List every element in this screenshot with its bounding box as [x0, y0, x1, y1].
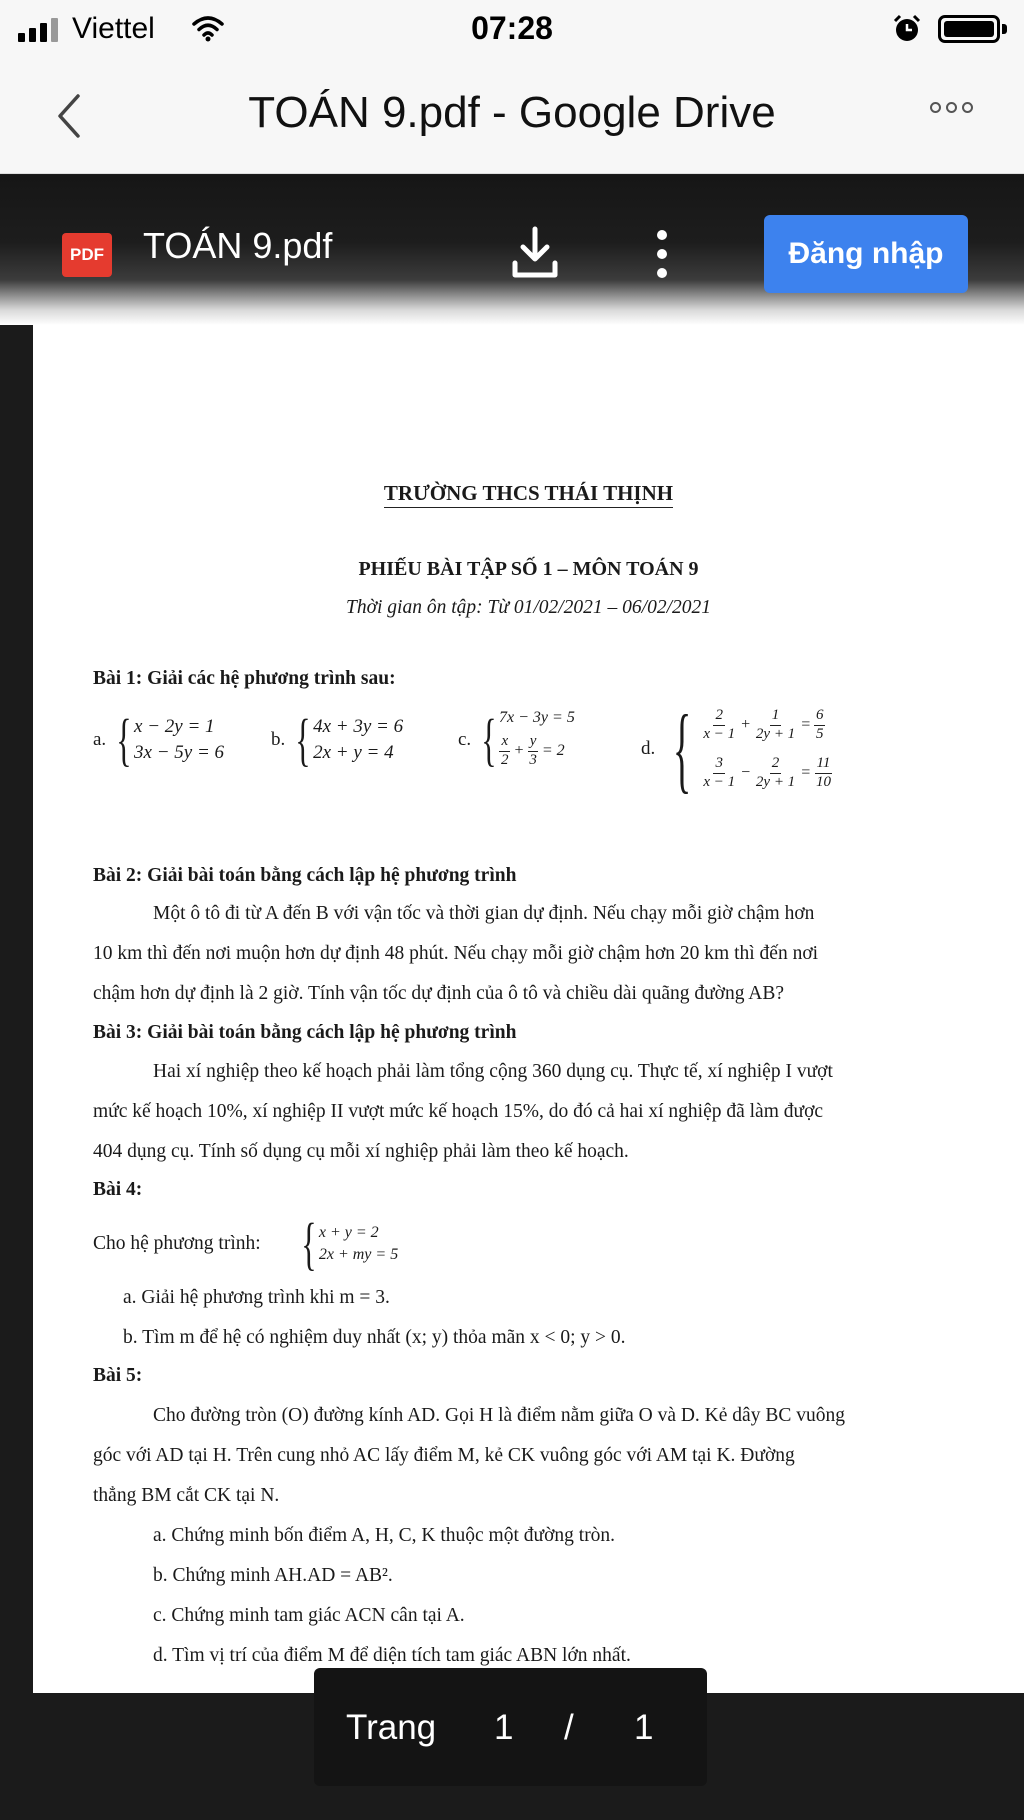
frac-y-over-3: [527, 733, 539, 769]
viewer-toolbar: [0, 175, 1024, 325]
page-indicator: [314, 1668, 707, 1786]
frac-num: 3: [713, 755, 725, 773]
exercise-2-line-1: Một ô tô đi từ A đến B với vận tốc và thời gian dự định. Nếu chạy mỗi giờ chậm hơn: [153, 903, 815, 924]
exercise-3-line-3: 404 dụng cụ. Tính số dụng cụ mỗi xí nghiệp phải làm theo kế hoạch.: [93, 1141, 629, 1162]
overflow-menu-icon[interactable]: [652, 227, 672, 281]
exercise-4-part-b: b. Tìm m để hệ có nghiệm duy nhất (x; y) thỏa mãn x < 0; y > 0.: [123, 1327, 626, 1348]
system-c: [458, 709, 575, 771]
exercise-5-line-2: góc với AD tại H. Trên cung nhỏ AC lấy điểm M, kẻ CK vuông góc với AM tại K. Đường: [93, 1445, 795, 1466]
system-a-equations: [134, 716, 224, 764]
system-d: [641, 695, 833, 802]
exercise-4-equations: [319, 1224, 398, 1264]
system-c-eq2: [499, 731, 575, 771]
frac-num: 2: [770, 755, 782, 773]
exercise-3-line-2: mức kế hoạch 10%, xí nghiệp II vượt mức kế hoạch 15%, do đó cả hai xí nghiệp đã làm được: [93, 1101, 824, 1122]
system-a-label: a.: [93, 729, 107, 750]
operator: −: [740, 764, 751, 781]
frac: [701, 755, 737, 791]
system-a-eq2: 3x − 5y = 6: [134, 742, 225, 763]
page-title: TOÁN 9.pdf - Google Drive: [248, 88, 776, 137]
exercise-4-intro: Cho hệ phương trình:: [93, 1233, 261, 1254]
school-name-text: TRƯỜNG THCS THÁI THỊNH: [384, 481, 673, 508]
sign-in-button[interactable]: Đăng nhập: [764, 215, 968, 293]
system-b: [271, 707, 404, 772]
carrier-name: Viettel: [72, 12, 155, 45]
system-c-label: c.: [458, 729, 472, 750]
frac-x-over-2: [499, 733, 511, 769]
frac-num: 6: [814, 707, 826, 725]
pdf-page: [33, 325, 1024, 1693]
worksheet-title: PHIẾU BÀI TẬP SỐ 1 – MÔN TOÁN 9: [358, 558, 699, 580]
frac-den: 10: [815, 773, 831, 790]
exercise-4-system: [295, 1211, 399, 1276]
exercise-5-part-c: c. Chứng minh tam giác ACN cân tại A.: [153, 1605, 465, 1626]
exercise-5-line-1: Cho đường tròn (O) đường kính AD. Gọi H là điểm nằm giữa O và D. Kẻ dây BC vuông: [153, 1405, 845, 1426]
system-b-label: b.: [271, 729, 286, 750]
system-a-eq1: x − 2y = 1: [134, 716, 215, 737]
school-name: [33, 481, 1024, 506]
frac: [814, 755, 833, 791]
frac-num: 2: [713, 707, 725, 725]
worksheet-period: Thời gian ôn tập: Từ 01/02/2021 – 06/02/2021: [345, 597, 712, 618]
frac-den: 5: [815, 725, 824, 742]
equals: =: [800, 716, 811, 733]
exercise-4-heading: Bài 4:: [93, 1179, 143, 1200]
frac-den: 3: [529, 751, 537, 768]
browser-title-bar: [0, 56, 1024, 174]
exercise-4-eq2: 2x + my = 5: [318, 1246, 399, 1263]
frac-den: 2y + 1: [755, 773, 796, 790]
frac-num: x: [499, 733, 510, 751]
system-b-eq2: 2x + y = 4: [313, 742, 394, 763]
system-b-equations: [313, 716, 403, 764]
exercise-1-heading: Bài 1: Giải các hệ phương trình sau:: [93, 668, 396, 689]
system-b-eq1: 4x + 3y = 6: [313, 716, 404, 737]
exercise-5-heading: Bài 5:: [93, 1365, 143, 1386]
frac-den: x − 1: [703, 725, 736, 742]
system-c-brace: {: [481, 707, 497, 772]
page-separator: /: [564, 1708, 574, 1747]
frac-den: 2: [501, 751, 509, 768]
exercise-5-line-3: thẳng BM cắt CK tại N.: [93, 1485, 280, 1506]
frac-num: 11: [815, 755, 833, 773]
clock: 07:28: [471, 10, 553, 46]
frac: [754, 707, 797, 743]
exercise-5-part-d: d. Tìm vị trí của điểm M để diện tích tam giác ABN lớn nhất.: [153, 1645, 631, 1666]
system-c-eq1: 7x − 3y = 5: [499, 709, 575, 726]
exercise-3-line-1: Hai xí nghiệp theo kế hoạch phải làm tổng cộng 360 dụng cụ. Thực tế, xí nghiệp I vượt: [153, 1061, 833, 1082]
system-d-label: d.: [641, 738, 656, 759]
equals: =: [800, 764, 811, 781]
drive-pdf-viewer: [0, 175, 1024, 1820]
frac-num: y: [528, 733, 539, 751]
exercise-4-brace: {: [301, 1211, 317, 1276]
operator: +: [513, 742, 525, 759]
frac-den: x − 1: [703, 773, 736, 790]
more-options-icon[interactable]: [930, 102, 973, 113]
total-page-count: 1: [634, 1708, 654, 1747]
exercise-2-heading: Bài 2: Giải bài toán bằng cách lập hệ phương trình: [93, 865, 517, 886]
exercise-5-part-b: b. Chứng minh AH.AD = AB².: [153, 1565, 393, 1586]
exercise-4-part-a: a. Giải hệ phương trình khi m = 3.: [123, 1287, 390, 1308]
system-c-equations: [499, 709, 575, 771]
pdf-file-icon: PDF: [62, 233, 112, 277]
system-d-eq2: [701, 750, 833, 796]
system-a-brace: {: [116, 707, 132, 772]
system-a: [93, 707, 225, 772]
page-indicator-label: Trang: [346, 1708, 437, 1747]
exercise-5-part-a: a. Chứng minh bốn điểm A, H, C, K thuộc một đường tròn.: [153, 1525, 616, 1546]
exercise-4-eq1: x + y = 2: [318, 1224, 379, 1241]
status-bar: [0, 0, 1024, 56]
frac: [814, 707, 826, 743]
system-d-equations: [701, 702, 833, 796]
frac: [701, 707, 737, 743]
system-b-brace: {: [295, 707, 311, 772]
file-name: TOÁN 9.pdf: [143, 225, 333, 266]
battery-tip: [1002, 24, 1007, 34]
equals: = 2: [541, 742, 565, 759]
download-icon[interactable]: [510, 225, 560, 281]
frac-num: 1: [770, 707, 782, 725]
exercise-3-heading: Bài 3: Giải bài toán bằng cách lập hệ phương trình: [93, 1022, 517, 1043]
frac: [754, 755, 797, 791]
exercise-2-line-2: 10 km thì đến nơi muộn hơn dự định 48 phút. Nếu chạy mỗi giờ chậm hơn 20 km thì đến nơi: [93, 943, 819, 964]
current-page-number: 1: [494, 1708, 514, 1747]
alarm-clock-icon: [892, 14, 922, 44]
system-d-eq1: [701, 702, 833, 748]
battery-icon: [938, 15, 1000, 43]
operator: +: [740, 716, 751, 733]
system-d-brace: {: [673, 695, 692, 802]
exercise-2-line-3: chậm hơn dự định là 2 giờ. Tính vận tốc dự định của ô tô và chiều dài quãng đường AB?: [93, 983, 785, 1004]
frac-den: 2y + 1: [755, 725, 796, 742]
